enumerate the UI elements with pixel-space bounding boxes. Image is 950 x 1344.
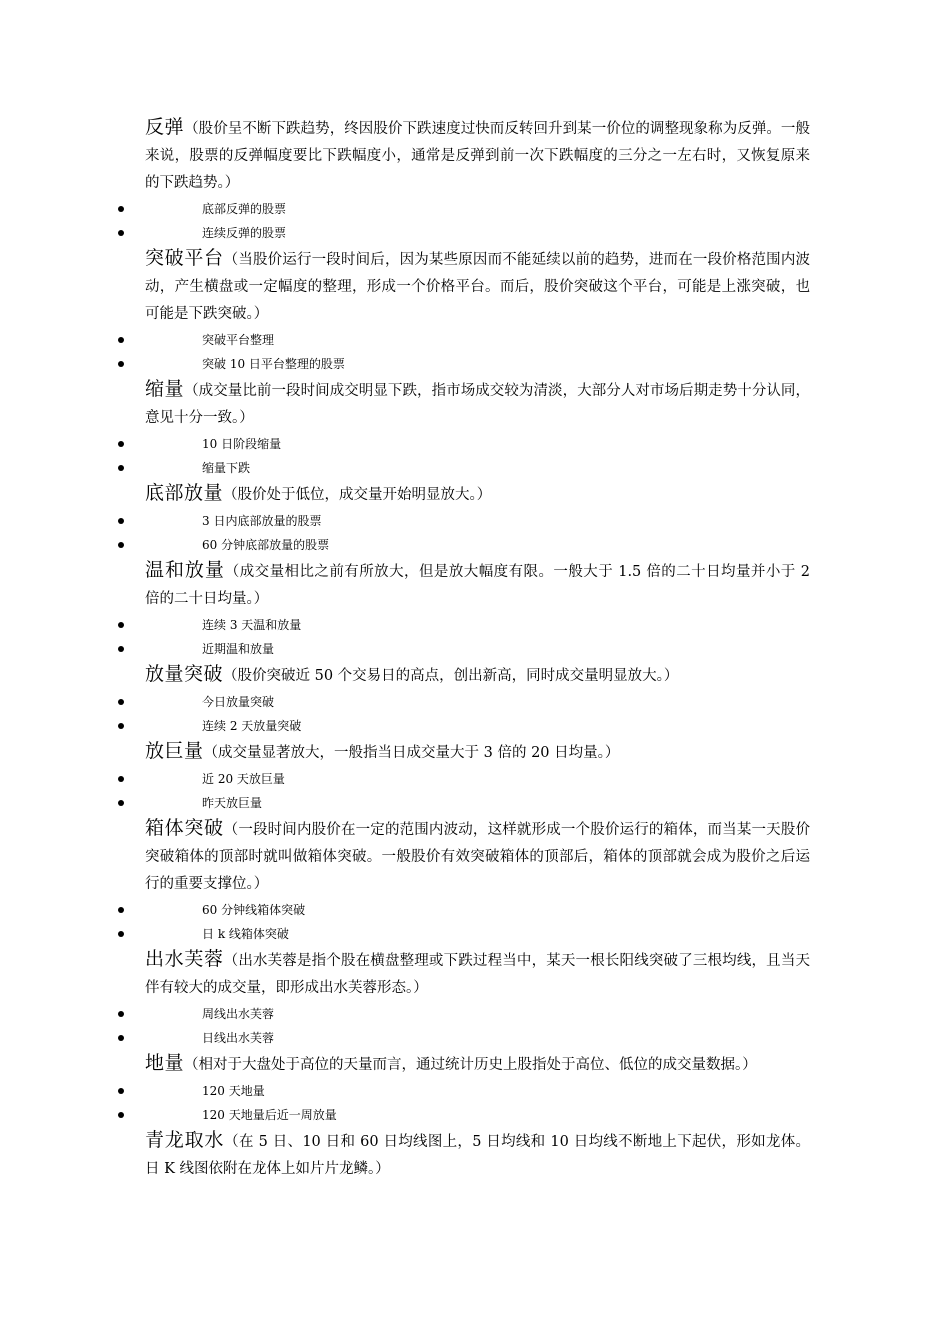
- bullet-icon: [118, 1011, 124, 1017]
- list-item-text: 缩量下跌: [202, 461, 251, 475]
- term-description: （股价处于低位，成交量开始明显放大。）: [223, 487, 492, 503]
- term-title: 温和放量: [145, 559, 225, 581]
- list-item: [145, 613, 810, 637]
- list-item: [145, 509, 810, 533]
- bullet-list: [145, 1079, 810, 1127]
- list-item: [145, 1103, 810, 1127]
- list-item: [145, 690, 810, 714]
- list-item: [145, 456, 810, 480]
- bullet-icon: [118, 1035, 124, 1041]
- bullet-icon: [118, 776, 124, 782]
- bullet-icon: [118, 931, 124, 937]
- list-item-text: 近 20 天放巨量: [202, 772, 285, 786]
- list-item-text: 日线出水芙蓉: [202, 1031, 275, 1045]
- list-item-text: 突破 10 日平台整理的股票: [202, 357, 345, 371]
- term-description: （在 5 日、10 日和 60 日均线图上，5 日均线和 10 日均线不断地上下起伏，形如龙体。 日 K 线图依附在龙体上如片片龙鳞。）: [145, 1134, 810, 1177]
- list-item: [145, 1002, 810, 1026]
- definition-paragraph: [145, 1050, 810, 1079]
- term-description: （出水芙蓉是指个股在横盘整理或下跌过程当中，某天一根长阳线突破了三根均线，且当天伴有较大的成交量，即形成出水芙蓉形态。）: [145, 953, 810, 996]
- definition-paragraph: [145, 946, 810, 1002]
- term-title: 反弹: [145, 116, 185, 138]
- section-ground-volume: [145, 1050, 810, 1127]
- term-title: 出水芙蓉: [145, 948, 224, 970]
- term-description: （成交量比前一段时间成交明显下跌，指市场成交较为清淡，大部分人对市场后期走势十分认同，意见十分一致。）: [145, 383, 810, 426]
- bullet-icon: [118, 230, 124, 236]
- bullet-icon: [118, 542, 124, 548]
- term-description: （一段时间内股价在一定的范围内波动，这样就形成一个股价运行的箱体，而当某一天股价突破箱体的顶部时就叫做箱体突破。一般股价有效突破箱体的顶部后，箱体的顶部就会成为股价之后运行的重要支撑位。）: [145, 822, 810, 892]
- term-description: （当股价运行一段时间后，因为某些原因而不能延续以前的趋势，进而在一段价格范围内波动，产生横盘或一定幅度的整理，形成一个价格平台。而后，股价突破这个平台，可能是上涨突破，也可能是下跌突破。）: [145, 252, 810, 322]
- bullet-icon: [118, 723, 124, 729]
- list-item-text: 近期温和放量: [202, 642, 275, 656]
- bullet-icon: [118, 1112, 124, 1118]
- list-item-text: 120 天地量后近一周放量: [202, 1108, 337, 1122]
- term-title: 放巨量: [145, 740, 204, 762]
- term-description: （股价突破近 50 个交易日的高点，创出新高，同时成交量明显放大。）: [223, 668, 679, 684]
- bullet-icon: [118, 361, 124, 367]
- bullet-icon: [118, 206, 124, 212]
- section-rebound: [145, 114, 810, 245]
- list-item: [145, 637, 810, 661]
- list-item-text: 连续反弹的股票: [202, 226, 287, 240]
- definition-paragraph: [145, 815, 810, 898]
- list-item-text: 60 分钟底部放量的股票: [202, 538, 330, 552]
- list-item-text: 底部反弹的股票: [202, 202, 287, 216]
- term-title: 地量: [145, 1052, 185, 1074]
- list-item: [145, 352, 810, 376]
- definition-paragraph: [145, 245, 810, 328]
- bullet-icon: [118, 1088, 124, 1094]
- list-item: [145, 197, 810, 221]
- list-item-text: 昨天放巨量: [202, 796, 263, 810]
- section-volume-breakout: [145, 661, 810, 738]
- section-shrinking-volume: [145, 376, 810, 480]
- definition-paragraph: [145, 738, 810, 767]
- section-lotus: [145, 946, 810, 1050]
- term-title: 箱体突破: [145, 817, 224, 839]
- list-item-text: 3 日内底部放量的股票: [202, 514, 322, 528]
- bullet-icon: [118, 699, 124, 705]
- list-item-text: 突破平台整理: [202, 333, 275, 347]
- bullet-list: [145, 613, 810, 661]
- bullet-icon: [118, 441, 124, 447]
- term-title: 底部放量: [145, 482, 224, 504]
- list-item: [145, 767, 810, 791]
- section-mild-volume: [145, 557, 810, 661]
- bullet-list: [145, 197, 810, 245]
- bullet-list: [145, 690, 810, 738]
- bullet-list: [145, 898, 810, 946]
- list-item: [145, 432, 810, 456]
- bullet-icon: [118, 800, 124, 806]
- list-item: [145, 898, 810, 922]
- bullet-list: [145, 767, 810, 815]
- section-box-breakout: [145, 815, 810, 946]
- bullet-icon: [118, 646, 124, 652]
- definition-paragraph: [145, 376, 810, 432]
- section-dragon: [145, 1127, 810, 1183]
- list-item-text: 120 天地量: [202, 1084, 265, 1098]
- bullet-icon: [118, 518, 124, 524]
- list-item-text: 连续 2 天放量突破: [202, 719, 302, 733]
- bullet-list: [145, 509, 810, 557]
- section-bottom-volume: [145, 480, 810, 557]
- list-item-text: 10 日阶段缩量: [202, 437, 282, 451]
- term-title: 缩量: [145, 378, 185, 400]
- bullet-icon: [118, 465, 124, 471]
- list-item: [145, 922, 810, 946]
- definition-paragraph: [145, 114, 810, 197]
- term-title: 突破平台: [145, 247, 224, 269]
- list-item-text: 今日放量突破: [202, 695, 275, 709]
- list-item: [145, 221, 810, 245]
- document-content: [145, 114, 810, 1183]
- term-description: （相对于大盘处于高位的天量而言，通过统计历史上股指处于高位、低位的成交量数据。）: [184, 1057, 757, 1073]
- list-item: [145, 328, 810, 352]
- list-item: [145, 533, 810, 557]
- section-platform-breakout: [145, 245, 810, 376]
- bullet-list: [145, 1002, 810, 1050]
- list-item-text: 60 分钟线箱体突破: [202, 903, 306, 917]
- bullet-list: [145, 328, 810, 376]
- definition-paragraph: [145, 557, 810, 613]
- section-huge-volume: [145, 738, 810, 815]
- list-item: [145, 1026, 810, 1050]
- definition-paragraph: [145, 661, 810, 690]
- list-item-text: 日 k 线箱体突破: [202, 927, 289, 941]
- list-item: [145, 1079, 810, 1103]
- bullet-list: [145, 432, 810, 480]
- bullet-icon: [118, 337, 124, 343]
- definition-paragraph: [145, 480, 810, 509]
- term-description: （成交量相比之前有所放大，但是放大幅度有限。一般大于 1.5 倍的二十日均量并小于 2 倍的二十日均量。）: [145, 564, 810, 607]
- bullet-icon: [118, 622, 124, 628]
- bullet-icon: [118, 907, 124, 913]
- list-item-text: 周线出水芙蓉: [202, 1007, 275, 1021]
- term-description: （股价呈不断下跌趋势，终因股价下跌速度过快而反转回升到某一价位的调整现象称为反弹。一般来说，股票的反弹幅度要比下跌幅度小，通常是反弹到前一次下跌幅度的三分之一左右时，又恢复原来的下跌趋势。）: [145, 121, 810, 191]
- definition-paragraph: [145, 1127, 810, 1183]
- list-item: [145, 791, 810, 815]
- list-item-text: 连续 3 天温和放量: [202, 618, 302, 632]
- term-title: 青龙取水: [145, 1129, 225, 1151]
- list-item: [145, 714, 810, 738]
- term-description: （成交量显著放大，一般指当日成交量大于 3 倍的 20 日均量。）: [203, 745, 620, 761]
- term-title: 放量突破: [145, 663, 224, 685]
